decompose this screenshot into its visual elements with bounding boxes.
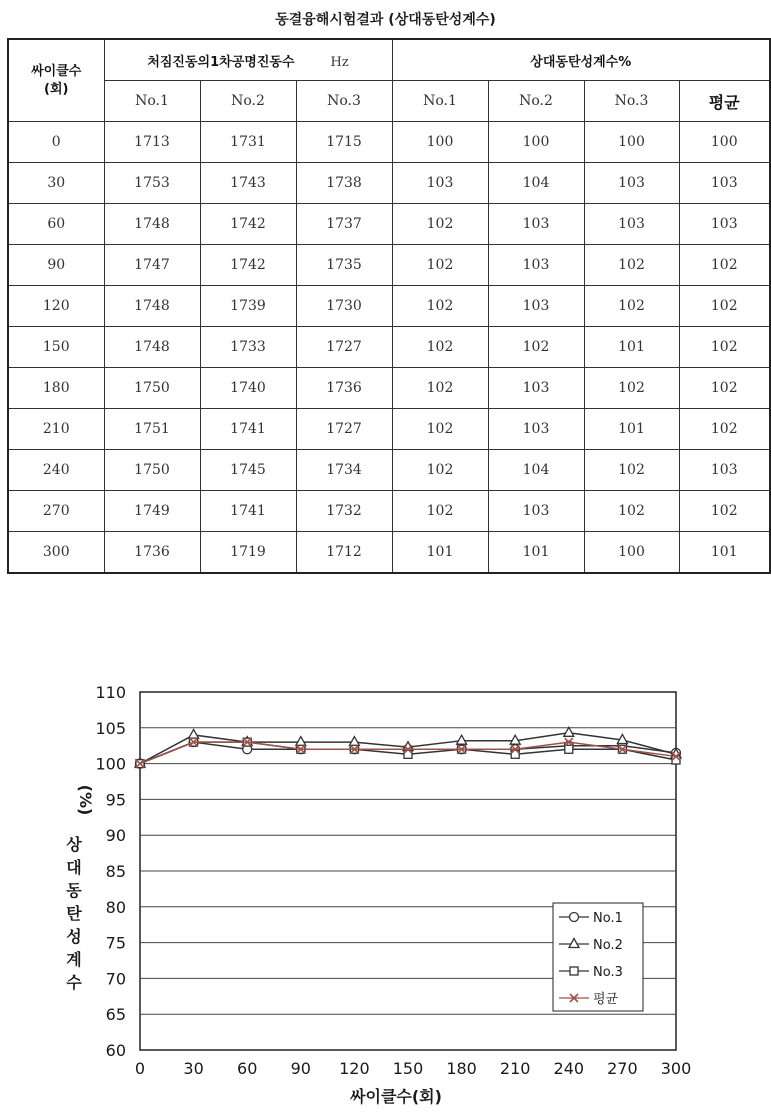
legend-label: No.2 — [593, 938, 623, 953]
freq-no2-header: No.2 — [200, 81, 296, 122]
modulus-no3-cell: 102 — [584, 450, 679, 491]
y-axis-char: 대 — [66, 858, 82, 877]
freq-no1-cell: 1748 — [104, 204, 200, 245]
freq-no3-cell: 1715 — [296, 122, 392, 163]
modulus-no3-header: No.3 — [584, 81, 679, 122]
modulus-no1-cell: 102 — [392, 327, 488, 368]
y-axis-char: 동 — [66, 881, 82, 900]
average-cell: 103 — [679, 163, 770, 204]
y-axis-char: 탄 — [66, 904, 82, 923]
freq-no2-cell: 1741 — [200, 409, 296, 450]
cycles-cell: 180 — [8, 368, 104, 409]
freq-no2-cell: 1743 — [200, 163, 296, 204]
freq-no2-cell: 1742 — [200, 245, 296, 286]
legend-label: No.1 — [593, 911, 623, 926]
x-tick-label: 30 — [183, 1059, 204, 1078]
y-axis-unit: (%) — [76, 784, 95, 816]
y-axis-char: 성 — [66, 927, 82, 946]
y-tick-label: 110 — [95, 683, 126, 702]
triangle-marker — [189, 729, 199, 738]
square-marker — [565, 745, 573, 753]
modulus-no3-cell: 103 — [584, 163, 679, 204]
freq-no3-cell: 1736 — [296, 368, 392, 409]
frequency-unit: Hz — [330, 54, 349, 70]
modulus-no3-cell: 102 — [584, 286, 679, 327]
modulus-no1-cell: 102 — [392, 245, 488, 286]
cycles-cell: 150 — [8, 327, 104, 368]
modulus-no3-cell: 103 — [584, 204, 679, 245]
freq-no1-cell: 1750 — [104, 368, 200, 409]
freq-no3-header: No.3 — [296, 81, 392, 122]
freq-no1-cell: 1747 — [104, 245, 200, 286]
freq-no1-cell: 1751 — [104, 409, 200, 450]
freq-no3-cell: 1738 — [296, 163, 392, 204]
modulus-group-header: 상대동탄성계수% — [392, 39, 770, 81]
freq-no3-cell: 1730 — [296, 286, 392, 327]
cycles-header-unit: (회) — [44, 81, 69, 97]
modulus-no1-cell: 102 — [392, 491, 488, 532]
modulus-no1-cell: 100 — [392, 122, 488, 163]
x-tick-label: 120 — [339, 1059, 370, 1078]
average-cell: 101 — [679, 532, 770, 574]
average-cell: 102 — [679, 491, 770, 532]
modulus-no3-cell: 101 — [584, 409, 679, 450]
cycles-cell: 90 — [8, 245, 104, 286]
x-tick-label: 0 — [134, 1059, 146, 1078]
freq-no1-header: No.1 — [104, 81, 200, 122]
cycles-cell: 120 — [8, 286, 104, 327]
modulus-no1-cell: 102 — [392, 409, 488, 450]
triangle-marker — [564, 727, 574, 736]
freq-no3-cell: 1732 — [296, 491, 392, 532]
modulus-no3-cell: 102 — [584, 245, 679, 286]
x-tick-label: 150 — [392, 1059, 424, 1078]
modulus-no1-header: No.1 — [392, 81, 488, 122]
average-header: 평균 — [679, 81, 770, 122]
average-cell: 102 — [679, 327, 770, 368]
chart-series — [135, 727, 681, 768]
y-tick-label: 95 — [105, 790, 126, 810]
modulus-no1-cell: 102 — [392, 368, 488, 409]
freq-no2-cell: 1745 — [200, 450, 296, 491]
y-tick-label: 70 — [105, 969, 126, 989]
modulus-no1-cell: 102 — [392, 286, 488, 327]
modulus-no2-header: No.2 — [488, 81, 584, 122]
triangle-marker — [457, 735, 467, 744]
chart-ticks — [95, 683, 691, 1078]
table-title: 동결융해시험결과 (상대동탄성계수) — [275, 12, 496, 28]
circle-marker — [570, 913, 579, 922]
chart-legend — [553, 903, 643, 1011]
modulus-no1-cell: 101 — [392, 532, 488, 574]
cycles-cell: 0 — [8, 122, 104, 163]
modulus-no1-cell: 103 — [392, 163, 488, 204]
freq-no3-cell: 1737 — [296, 204, 392, 245]
freq-no1-cell: 1750 — [104, 450, 200, 491]
y-axis-char: 계 — [66, 950, 82, 969]
average-cell: 103 — [679, 204, 770, 245]
freq-no1-cell: 1749 — [104, 491, 200, 532]
average-cell: 102 — [679, 368, 770, 409]
freq-no3-cell: 1712 — [296, 532, 392, 574]
modulus-no3-cell: 100 — [584, 532, 679, 574]
freq-no1-cell: 1753 — [104, 163, 200, 204]
freq-no3-cell: 1727 — [296, 327, 392, 368]
modulus-no2-cell: 103 — [488, 491, 584, 532]
modulus-no3-cell: 100 — [584, 122, 679, 163]
freq-no2-cell: 1741 — [200, 491, 296, 532]
freq-no3-cell: 1734 — [296, 450, 392, 491]
average-cell: 102 — [679, 409, 770, 450]
x-tick-label: 180 — [446, 1059, 477, 1078]
freq-no1-cell: 1748 — [104, 327, 200, 368]
modulus-no2-cell: 103 — [488, 245, 584, 286]
y-tick-label: 75 — [105, 933, 126, 953]
y-axis-title — [66, 835, 82, 992]
x-tick-label: 210 — [499, 1059, 531, 1078]
x-tick-label: 90 — [290, 1059, 311, 1078]
x-axis-title: 싸이클수(회) — [350, 1087, 442, 1106]
freq-no3-cell: 1727 — [296, 409, 392, 450]
freq-no2-cell: 1742 — [200, 204, 296, 245]
modulus-no1-cell: 102 — [392, 450, 488, 491]
modulus-no2-cell: 104 — [488, 450, 584, 491]
frequency-group-label: 처짐진동의1차공명진동수 — [147, 54, 295, 70]
modulus-no2-cell: 103 — [488, 286, 584, 327]
triangle-marker — [349, 737, 359, 746]
y-tick-label: 85 — [105, 862, 126, 881]
modulus-no2-cell: 103 — [488, 368, 584, 409]
average-cell: 103 — [679, 450, 770, 491]
average-cell: 100 — [679, 122, 770, 163]
freq-no2-cell: 1739 — [200, 286, 296, 327]
cycles-cell: 30 — [8, 163, 104, 204]
freq-no1-cell: 1713 — [104, 122, 200, 163]
modulus-no3-cell: 101 — [584, 327, 679, 368]
y-tick-label: 60 — [105, 1041, 126, 1060]
x-tick-label: 60 — [237, 1059, 258, 1078]
cycles-cell: 210 — [8, 409, 104, 450]
modulus-no1-cell: 102 — [392, 204, 488, 245]
y-axis-char: 상 — [66, 835, 82, 854]
freq-no2-cell: 1719 — [200, 532, 296, 574]
average-cell: 102 — [679, 286, 770, 327]
square-marker — [570, 967, 578, 975]
cycles-cell: 300 — [8, 532, 104, 574]
y-tick-label: 90 — [105, 826, 126, 846]
x-tick-label: 240 — [553, 1059, 585, 1078]
y-tick-label: 105 — [95, 718, 126, 738]
y-tick-label: 65 — [105, 1005, 126, 1025]
freq-no1-cell: 1736 — [104, 532, 200, 574]
modulus-no2-cell: 104 — [488, 163, 584, 204]
series-2 — [135, 727, 681, 767]
freq-no2-cell: 1731 — [200, 122, 296, 163]
modulus-no2-cell: 100 — [488, 122, 584, 163]
freq-no2-cell: 1740 — [200, 368, 296, 409]
average-cell: 102 — [679, 245, 770, 286]
y-axis-char: 수 — [66, 973, 82, 992]
freq-no1-cell: 1748 — [104, 286, 200, 327]
modulus-no3-cell: 102 — [584, 491, 679, 532]
freq-no2-cell: 1733 — [200, 327, 296, 368]
x-tick-label: 300 — [660, 1059, 692, 1078]
cycles-cell: 240 — [8, 450, 104, 491]
triangle-marker — [296, 737, 306, 746]
modulus-no3-cell: 102 — [584, 368, 679, 409]
cycles-header-label: 싸이클수 — [31, 63, 82, 79]
y-tick-label: 80 — [105, 897, 126, 917]
y-tick-label: 100 — [95, 754, 126, 774]
legend-label: No.3 — [593, 965, 623, 980]
cycles-cell: 60 — [8, 204, 104, 245]
freq-no3-cell: 1735 — [296, 245, 392, 286]
legend-label: 평균 — [593, 992, 619, 1007]
modulus-no2-cell: 102 — [488, 327, 584, 368]
modulus-no2-cell: 103 — [488, 204, 584, 245]
modulus-no2-cell: 101 — [488, 532, 584, 574]
modulus-no2-cell: 103 — [488, 409, 584, 450]
x-tick-label: 270 — [607, 1059, 638, 1078]
cycles-cell: 270 — [8, 491, 104, 532]
